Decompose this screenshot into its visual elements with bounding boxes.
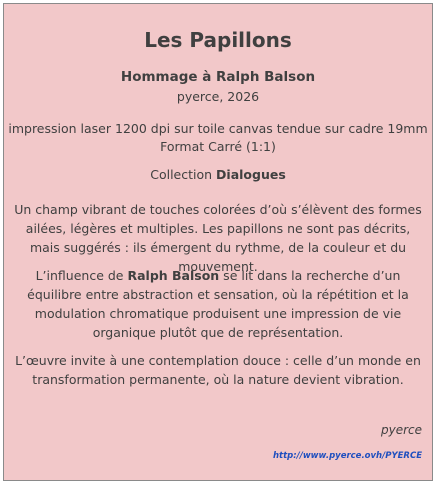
technical-details xyxy=(4,120,432,156)
technical-details-line2: Format Carré (1:1) xyxy=(160,139,276,154)
description-paragraph-3: L’œuvre invite à une contemplation douce : celle d’un monde en transformation permanente, où la nature devient vibration. xyxy=(15,353,421,387)
artist-name: Ralph Balson xyxy=(127,268,220,283)
collection-name: Dialogues xyxy=(216,167,286,182)
paragraph-2-before: L’influence de xyxy=(35,268,128,283)
description-paragraph-1: Un champ vibrant de touches colorées d’où s’élèvent des formes ailées, légères et multiples. Les papillons ne sont pas décrits, mais suggérés : ils émergent du rythme, de la couleur et du mouvement. xyxy=(14,202,422,274)
artwork-subtitle: Hommage à Ralph Balson xyxy=(120,69,316,85)
technical-details-line1: impression laser 1200 dpi sur toile canvas tendue sur cadre 19mm xyxy=(8,121,428,136)
artwork-title: Les Papillons xyxy=(144,28,292,52)
collection-line xyxy=(4,166,432,184)
artwork-card xyxy=(3,3,433,481)
signature: pyerce xyxy=(380,423,422,437)
author-year: pyerce, 2026 xyxy=(176,89,260,104)
paragraph-2-after: se lit dans la recherche d’un équilibre entre abstraction et sensation, où la répétition et la modulation chromatique produisent une impression de vie organique plutôt que de représentation. xyxy=(27,268,409,340)
description-paragraph-2 xyxy=(12,266,424,342)
website-link[interactable]: http://www.pyerce.ovh/PYERCE xyxy=(272,451,422,461)
collection-prefix: Collection xyxy=(150,167,217,182)
